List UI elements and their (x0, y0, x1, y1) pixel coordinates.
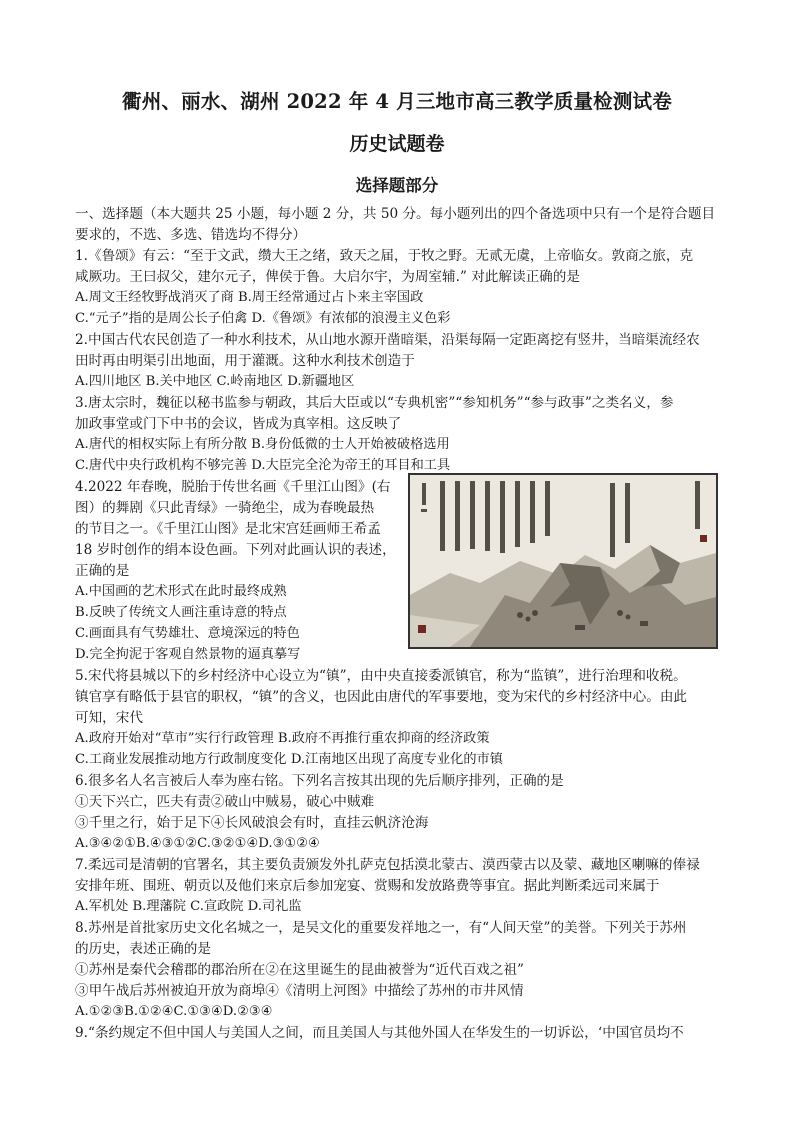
question-4-option-c: C.画面具有气势雄壮、意境深远的特色 (75, 626, 300, 641)
question-2-stem: 2.中国古代农民创造了一种水利技术，从山地水源开凿暗渠，沿渠每隔一定距离挖有竖井，当暗渠流经农 (75, 332, 700, 348)
question-3-stem: 3.唐太宗时，魏征以秘书监参与朝政，其后大臣或以“专典机密”“参知机务”“参与政事”之类名义，参 (75, 395, 674, 411)
question-6-options: A.③④②①B.④③①②C.③②①④D.③①②④ (75, 836, 320, 851)
question-9-stem: 9.“条约规定不但中国人与美国人之间，而且美国人与其他外国人在华发生的一切诉讼，‘中国官员均不 (75, 1025, 684, 1041)
question-7-stem: 7.柔远司是清朝的官署名，其主要负责颁发外扎萨克包括漠北蒙古、漠西蒙古以及蒙、藏地区喇嘛的俸禄 (75, 857, 700, 873)
question-8-items: ③甲午战后苏州被迫开放为商埠④《清明上河图》中描绘了苏州的市井风情 (75, 983, 524, 999)
question-3-stem: 加政事堂或门下中书的会议，皆成为真宰相。这反映了 (75, 416, 402, 432)
question-5-options: C.工商业发展推动地方行政制度变化 D.江南地区出现了高度专业化的市镇 (75, 752, 503, 767)
question-5-stem: 5.宋代将县城以下的乡村经济中心设立为“镇”，由中央直接委派镇官，称为“监镇”，进行治理和收税。 (75, 668, 687, 684)
question-3-options: A.唐代的相权实际上有所分散 B.身份低微的士人开始被破格选用 (75, 437, 450, 452)
question-4-stem: 图）的舞剧《只此青绿》一骑绝尘，成为春晚最热 (75, 500, 375, 516)
question-4-option-b: B.反映了传统文人画注重诗意的特点 (75, 605, 287, 620)
question-1-stem: 1.《鲁颂》有云：“至于文武，缵大王之绪，致天之届，于牧之野。无贰无虞，上帝临女。敦商之旅，克 (75, 248, 694, 264)
question-5-stem: 镇官享有略低于县官的职权，“镇”的含义，也因此由唐代的军事要地，变为宋代的乡村经济中心。由此 (75, 689, 688, 705)
question-1-stem: 咸厥功。王曰叔父，建尔元子，俾侯于鲁。大启尔宇，为周室辅.” 对此解读正确的是 (75, 269, 580, 285)
question-5-options: A.政府开始对“草市”实行行政管理 B.政府不再推行重农抑商的经济政策 (75, 731, 490, 746)
question-7-stem: 安排年班、围班、朝贡以及他们来京后参加宠宴、赏赐和发放路费等事宜。据此判断柔远司来属于 (75, 878, 660, 894)
question-4-stem: 4.2022 年春晚，脱胎于传世名画《千里江山图》(右 (75, 479, 391, 495)
exam-title: 衢州、丽水、湖州 2022 年 4 月三地市高三教学质量检测试卷 (122, 90, 672, 113)
question-8-options: A.①②③B.①②④C.①③④D.②③④ (75, 1004, 273, 1019)
question-4-stem: 18 岁时创作的绢本设色画。下列对此画认识的表述， (75, 542, 396, 558)
question-2-stem: 田时再由明渠引出地面，用于灌溉。这种水利技术创造于 (75, 353, 415, 369)
question-8-stem: 8.苏州是首批家历史文化名城之一，是吴文化的重要发祥地之一，有“人间天堂”的美誉。下列关于苏州 (75, 920, 687, 936)
question-4-option-d: D.完全拘泥于客观自然景物的逼真摹写 (75, 647, 301, 662)
question-8-stem: 的历史，表述正确的是 (75, 941, 211, 957)
question-1-options: C.“元子”指的是周公长子伯禽 D.《鲁颂》有浓郁的浪漫主义色彩 (75, 311, 451, 326)
question-7-options: A.军机处 B.理藩院 C.宣政院 D.司礼监 (75, 899, 302, 914)
question-6-items: ①天下兴亡，匹夫有责②破山中贼易，破心中贼难 (75, 794, 375, 810)
qianli-jiangshan-painting-image (408, 473, 718, 649)
question-6-items: ③千里之行，始于足下④长风破浪会有时，直挂云帆济沧海 (75, 815, 429, 831)
section-heading: 选择题部分 (355, 176, 439, 195)
exam-subtitle: 历史试题卷 (349, 133, 445, 155)
question-1-options: A.周文王经牧野战消灭了商 B.周王经常通过占卜来主宰国政 (75, 290, 424, 305)
instructions-line: 一、选择题（本大题共 25 小题，每小题 2 分，共 50 分。每小题列出的四个备选项中只有一个是符合题目 (75, 206, 716, 222)
question-4-stem: 的节目之一。《千里江山图》是北宋宫廷画师王希孟 (75, 521, 381, 537)
question-8-items: ①苏州是秦代会稽郡的郡治所在②在这里诞生的昆曲被誉为“近代百戏之祖” (75, 962, 524, 978)
instructions-line: 要求的，不选、多选、错选均不得分） (75, 227, 307, 243)
question-2-options: A.四川地区 B.关中地区 C.岭南地区 D.新疆地区 (75, 374, 355, 389)
question-6-stem: 6.很多名人名言被后人奉为座右铭。下列名言按其出现的先后顺序排列，正确的是 (75, 773, 564, 789)
question-3-options: C.唐代中央行政机构不够完善 D.大臣完全沦为帝王的耳目和工具 (75, 458, 451, 473)
question-4-option-a: A.中国画的艺术形式在此时最终成熟 (75, 584, 287, 599)
question-5-stem: 可知，宋代 (75, 710, 143, 726)
question-4-stem: 正确的是 (75, 563, 130, 579)
